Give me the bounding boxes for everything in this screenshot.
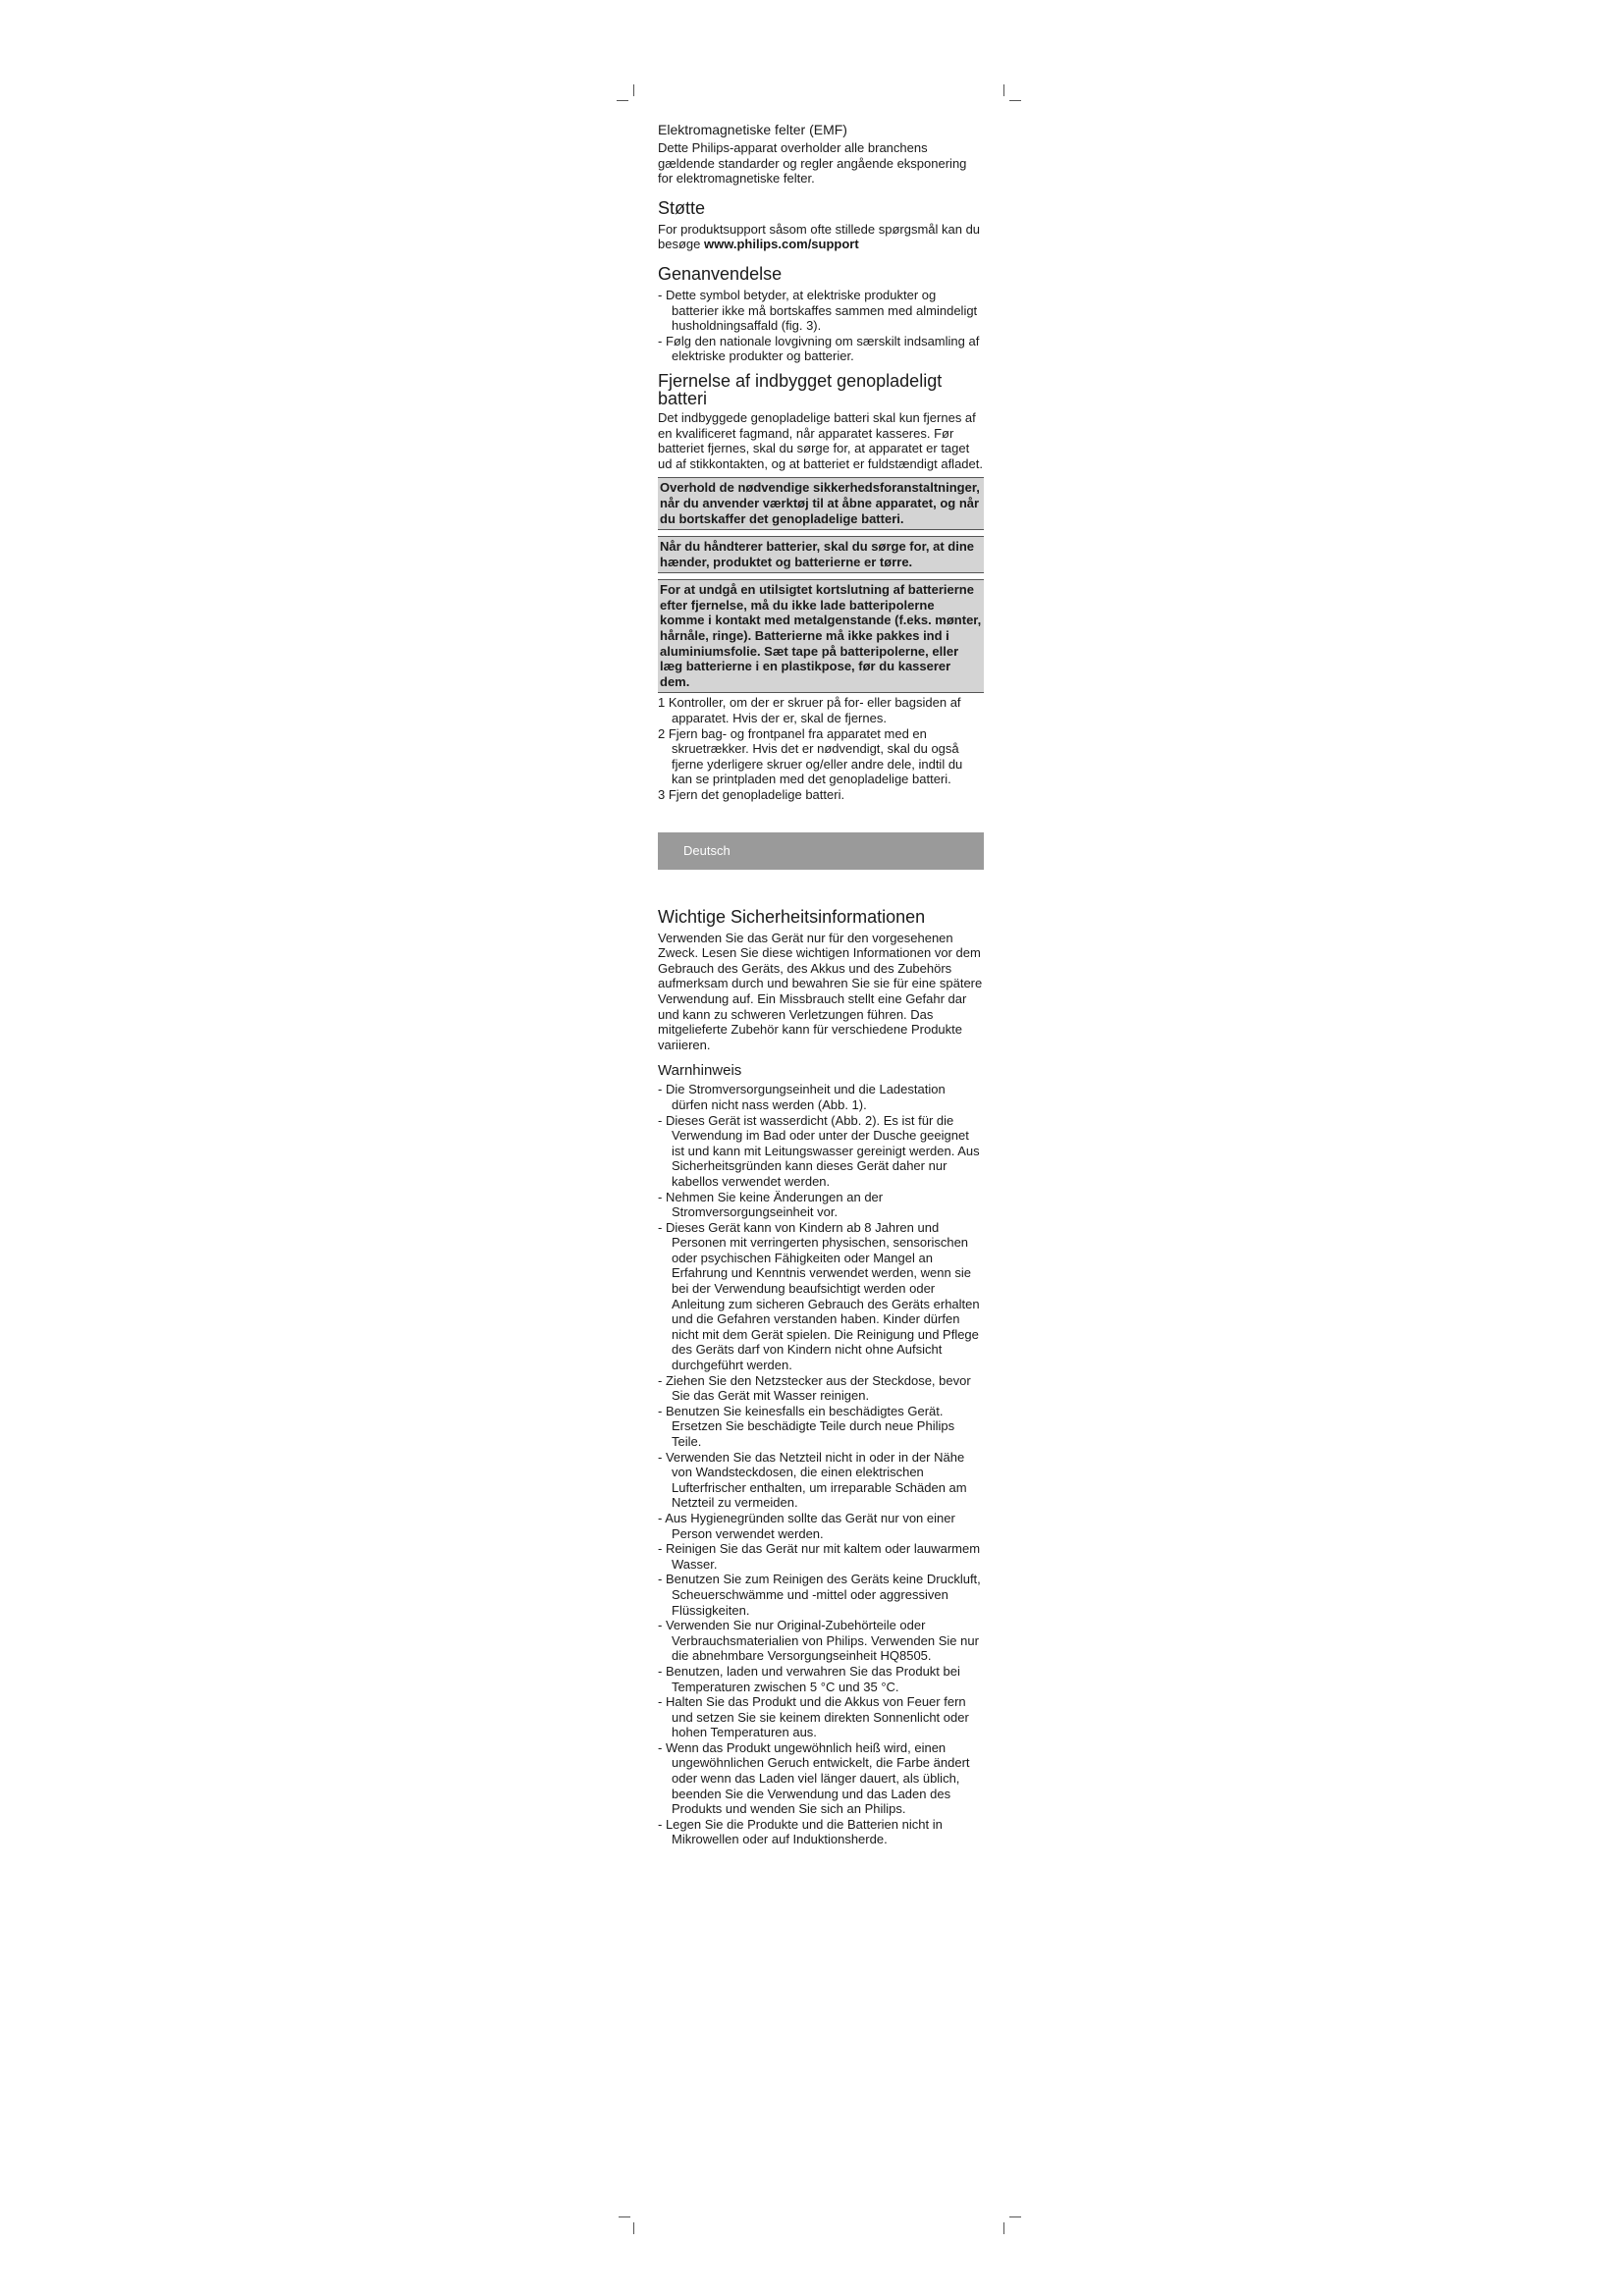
crop-mark-top-right-h [1009,100,1021,101]
emf-section [658,122,984,187]
sicherheit-body: Verwenden Sie das Gerät nur für den vorgesehenen Zweck. Lesen Sie diese wichtigen Informationen vor dem Gebrauch des Geräts, des Akkus und des Zubehörs aufmerksam durch und bewahren Sie sie für eine spätere Verwendung auf. Ein Missbrauch stellt eine Gefahr dar und kann zu schweren Verletzungen führen. Das mitgelieferte Zubehör kann für verschiedene Produkte variieren. [658,930,983,1052]
fjernelse-title: Fjernelse af indbygget genopladeligt batteri [658,370,943,408]
step-item: 1 Kontroller, om der er skruer på for- eller bagsiden af apparatet. Hvis der er, skal de fjernes. [658,695,961,726]
warning-box: Overhold de nødvendige sikkerhedsforanstaltninger, når du anvender værktøj til at åbne apparatet, og når du bortskaffer det genopladelige batteri. [658,477,984,530]
step-item: 3 Fjern det genopladelige batteri. [658,787,845,802]
text-column [658,122,984,1847]
list-item: - Reinigen Sie das Gerät nur mit kaltem oder lauwarmem Wasser. [658,1541,984,1572]
crop-mark-top-right-v [1003,84,1004,96]
fjernelse-section [658,372,984,803]
list-item: - Dieses Gerät ist wasserdicht (Abb. 2). Es ist für die Verwendung im Bad oder unter der Dusche geeignet ist und kann mit Leitungswasser gereinigt werden. Aus Sicherheitsgründen kann dieses Gerät daher nur kabellos verwendet werden. [658,1113,984,1190]
step-item: 2 Fjern bag- og frontpanel fra apparatet med en skruetrækker. Hvis det er nødvendigt, skal du også fjerne yderligere skruer og/eller andre dele, indtil du kan se printpladen med det genopladelige batteri. [658,725,963,787]
crop-mark-top-left-v [633,84,634,96]
stotte-title: Støtte [658,197,706,218]
language-bar: Deutsch [658,832,984,870]
genanvendelse-title: Genanvendelse [658,263,783,284]
crop-mark-top-left-h [617,100,628,101]
fjernelse-body: Det indbyggede genopladelige batteri skal kun fjernes af en kvalificeret fagmand, når apparatet kasseres. Før batteriet fjernes, skal du sørge for, at apparatet er taget ud af stikkontakten, og at batteriet er fuldstændigt afladet. [658,409,983,471]
list-item: - Følg den nationale lovgivning om særskilt indsamling af elektriske produkter og batterier. [658,334,984,364]
list-item: - Benutzen Sie zum Reinigen des Geräts keine Druckluft, Scheuerschwämme und -mittel oder aggressiven Flüssigkeiten. [658,1572,984,1618]
stotte-body [658,222,984,252]
warning-box: For at undgå en utilsigtet kortslutning af batterierne efter fjernelse, må du ikke lade batteripolerne komme i kontakt med metalgenstande (f.eks. mønter, hårnåle, ringe). Batterierne må ikke pakkes ind i aluminiumsfolie. Sæt tape på batteripolerne, eller læg batterierne i en plastikpose, før du kasserer dem. [658,579,984,693]
genanvendelse-list [658,288,984,364]
warnhinweis-title: Warnhinweis [658,1062,742,1080]
list-item: - Legen Sie die Produkte und die Batterien nicht in Mikrowellen oder auf Induktionsherde. [658,1817,984,1847]
emf-body: Dette Philips-apparat overholder alle branchens gældende standarder og regler angående eksponering for elektromagnetiske felter. [658,140,967,187]
list-item: - Die Stromversorgungseinheit und die Ladestation dürfen nicht nass werden (Abb. 1). [658,1082,984,1112]
list-item: - Ziehen Sie den Netzstecker aus der Steckdose, bevor Sie das Gerät mit Wasser reinigen. [658,1373,984,1404]
fjernelse-steps [658,695,984,802]
stotte-body-text: For produktsupport såsom ofte stillede spørgsmål kan du besøge [658,221,981,252]
crop-mark-bottom-left-v [633,2222,634,2234]
list-item: - Benutzen, laden und verwahren Sie das Produkt bei Temperaturen zwischen 5 °C und 35 °C. [658,1664,984,1694]
crop-mark-bottom-left-h [619,2216,630,2217]
support-link[interactable]: www.philips.com/support [704,237,859,252]
list-item: - Aus Hygienegründen sollte das Gerät nur von einer Person verwendet werden. [658,1511,984,1541]
list-item: - Benutzen Sie keinesfalls ein beschädigtes Gerät. Ersetzen Sie beschädigte Teile durch neue Philips Teile. [658,1404,984,1450]
genanvendelse-section [658,264,984,364]
crop-mark-bottom-right-v [1003,2222,1004,2234]
sicherheit-section [658,907,984,1053]
list-item: - Dette symbol betyder, at elektriske produkter og batterier ikke må bortskaffes sammen med almindeligt husholdningsaffald (fig. 3). [658,288,984,334]
list-item: - Nehmen Sie keine Änderungen an der Stromversorgungseinheit vor. [658,1190,984,1220]
list-item: - Dieses Gerät kann von Kindern ab 8 Jahren und Personen mit verringerten physischen, sensorischen oder psychischen Fähigkeiten oder Mangel an Erfahrung und Kenntnis verwendet werden, wenn sie bei der Verwendung beaufsichtigt werden oder Anleitung zum sicheren Gebrauch des Geräts erhalten und die Gefahren verstanden haben. Kinder dürfen nicht mit dem Gerät spielen. Die Reinigung und Pflege des Geräts darf von Kindern nicht ohne Aufsicht durchgeführt werden. [658,1220,984,1373]
crop-mark-bottom-right-h [1009,2216,1021,2217]
warnhinweis-list [658,1082,984,1847]
list-item: - Verwenden Sie nur Original-Zubehörteile oder Verbrauchsmaterialien von Philips. Verwenden Sie nur die abnehmbare Versorgungseinheit HQ8505. [658,1618,984,1664]
emf-title: Elektromagnetiske felter (EMF) [658,122,847,137]
stotte-section [658,198,984,252]
list-item: - Verwenden Sie das Netzteil nicht in oder in der Nähe von Wandsteckdosen, die einen elektrischen Lufterfrischer enthalten, um irreparable Schäden am Netzteil zu vermeiden. [658,1450,984,1511]
warnhinweis-section [658,1062,984,1847]
sicherheit-title: Wichtige Sicherheitsinformationen [658,906,926,927]
list-item: - Wenn das Produkt ungewöhnlich heiß wird, einen ungewöhnlichen Geruch entwickelt, die Farbe ändert oder wenn das Laden viel länger dauert, als üblich, beenden Sie die Verwendung und das Laden des Produkts und wenden Sie sich an Philips. [658,1740,984,1817]
list-item: - Halten Sie das Produkt und die Akkus von Feuer fern und setzen Sie sie keinem direkten Sonnenlicht oder hohen Temperaturen aus. [658,1694,984,1740]
warning-box: Når du håndterer batterier, skal du sørge for, at dine hænder, produktet og batterierne er tørre. [658,536,984,573]
